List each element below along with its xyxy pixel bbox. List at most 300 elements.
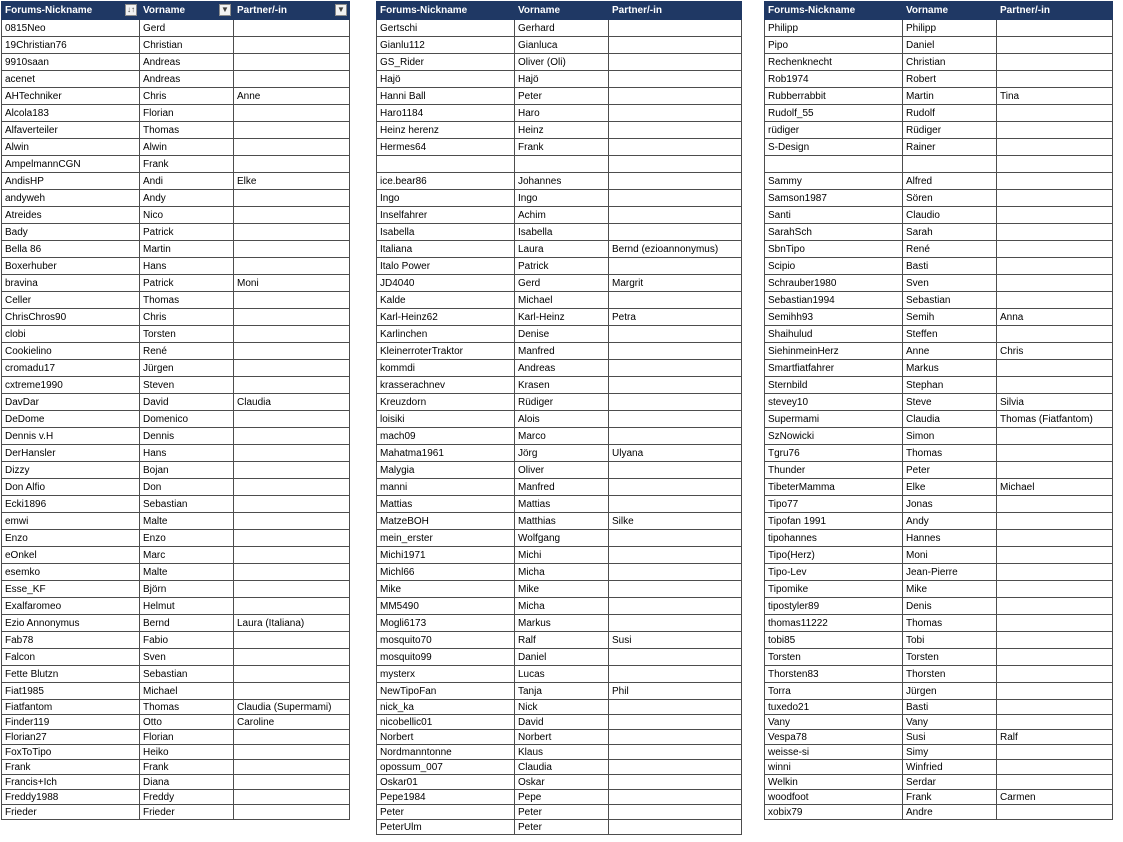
cell-vorname[interactable]: Winfried (903, 760, 997, 775)
cell-partner[interactable] (234, 445, 350, 462)
cell-partner[interactable] (997, 683, 1113, 700)
cell-nickname[interactable]: Thorsten83 (765, 666, 903, 683)
cell-nickname[interactable]: acenet (2, 71, 140, 88)
cell-nickname[interactable]: mosquito70 (377, 632, 515, 649)
cell-nickname[interactable]: Peter (377, 805, 515, 820)
cell-partner[interactable] (234, 411, 350, 428)
cell-partner[interactable] (609, 20, 742, 37)
cell-partner[interactable] (609, 394, 742, 411)
cell-vorname[interactable]: Thomas (140, 122, 234, 139)
cell-nickname[interactable]: MatzeBOH (377, 513, 515, 530)
cell-partner[interactable] (997, 241, 1113, 258)
cell-nickname[interactable]: Bady (2, 224, 140, 241)
cell-partner[interactable] (997, 105, 1113, 122)
cell-vorname[interactable]: Mike (903, 581, 997, 598)
cell-vorname[interactable]: Alois (515, 411, 609, 428)
cell-vorname[interactable]: Martin (903, 88, 997, 105)
cell-nickname[interactable] (765, 156, 903, 173)
cell-partner[interactable] (997, 445, 1113, 462)
cell-nickname[interactable]: KleinerroterTraktor (377, 343, 515, 360)
cell-partner[interactable] (609, 156, 742, 173)
cell-nickname[interactable]: emwi (2, 513, 140, 530)
cell-partner[interactable] (609, 805, 742, 820)
cell-partner[interactable] (609, 581, 742, 598)
cell-partner[interactable] (997, 805, 1113, 820)
cell-vorname[interactable]: Daniel (515, 649, 609, 666)
cell-vorname[interactable]: Tobi (903, 632, 997, 649)
cell-partner[interactable] (997, 760, 1113, 775)
cell-partner[interactable] (234, 775, 350, 790)
cell-nickname[interactable]: Enzo (2, 530, 140, 547)
filter-dropdown-icon[interactable]: ▼ (219, 4, 231, 16)
cell-partner[interactable] (997, 530, 1113, 547)
cell-partner[interactable] (609, 88, 742, 105)
cell-partner[interactable] (234, 649, 350, 666)
cell-partner[interactable] (997, 615, 1113, 632)
cell-partner[interactable] (997, 207, 1113, 224)
cell-partner[interactable] (609, 411, 742, 428)
header-vorname[interactable] (140, 2, 234, 20)
cell-vorname[interactable]: Karl-Heinz (515, 309, 609, 326)
cell-partner[interactable] (234, 530, 350, 547)
cell-partner[interactable] (997, 513, 1113, 530)
cell-vorname[interactable]: Florian (140, 105, 234, 122)
cell-vorname[interactable]: Marc (140, 547, 234, 564)
cell-partner[interactable] (997, 496, 1113, 513)
cell-vorname[interactable]: Otto (140, 715, 234, 730)
cell-partner[interactable] (609, 700, 742, 715)
cell-partner[interactable]: Susi (609, 632, 742, 649)
cell-partner[interactable] (609, 190, 742, 207)
cell-nickname[interactable]: tobi85 (765, 632, 903, 649)
cell-partner[interactable] (609, 496, 742, 513)
cell-partner[interactable]: Claudia (Supermami) (234, 700, 350, 715)
cell-vorname[interactable]: Robert (903, 71, 997, 88)
cell-nickname[interactable]: Falcon (2, 649, 140, 666)
cell-nickname[interactable]: loisiki (377, 411, 515, 428)
cell-vorname[interactable]: Andre (903, 805, 997, 820)
cell-vorname[interactable]: Ingo (515, 190, 609, 207)
cell-vorname[interactable]: Jürgen (140, 360, 234, 377)
cell-vorname[interactable]: Achim (515, 207, 609, 224)
cell-vorname[interactable]: Markus (515, 615, 609, 632)
cell-nickname[interactable]: Cookielino (2, 343, 140, 360)
cell-nickname[interactable]: Vany (765, 715, 903, 730)
cell-partner[interactable]: Caroline (234, 715, 350, 730)
cell-partner[interactable] (609, 173, 742, 190)
cell-nickname[interactable]: AHTechniker (2, 88, 140, 105)
header-vorname[interactable]: Vorname (515, 2, 609, 20)
cell-partner[interactable] (997, 326, 1113, 343)
cell-nickname[interactable]: NewTipoFan (377, 683, 515, 700)
cell-nickname[interactable]: Exalfaromeo (2, 598, 140, 615)
cell-vorname[interactable]: Pepe (515, 790, 609, 805)
cell-vorname[interactable]: Domenico (140, 411, 234, 428)
cell-nickname[interactable]: Florian27 (2, 730, 140, 745)
cell-vorname[interactable]: Oskar (515, 775, 609, 790)
cell-vorname[interactable]: Hans (140, 445, 234, 462)
cell-partner[interactable] (234, 790, 350, 805)
cell-partner[interactable] (997, 258, 1113, 275)
cell-vorname[interactable]: Fabio (140, 632, 234, 649)
cell-nickname[interactable]: Hermes64 (377, 139, 515, 156)
cell-vorname[interactable]: Freddy (140, 790, 234, 805)
cell-partner[interactable] (609, 122, 742, 139)
cell-vorname[interactable]: Chris (140, 309, 234, 326)
cell-nickname[interactable]: Tipofan 1991 (765, 513, 903, 530)
cell-partner[interactable] (234, 632, 350, 649)
cell-nickname[interactable]: Ingo (377, 190, 515, 207)
cell-nickname[interactable]: Scipio (765, 258, 903, 275)
cell-partner[interactable] (609, 530, 742, 547)
cell-partner[interactable] (609, 360, 742, 377)
cell-nickname[interactable]: Supermami (765, 411, 903, 428)
cell-nickname[interactable]: AndisHP (2, 173, 140, 190)
cell-partner[interactable] (609, 775, 742, 790)
cell-partner[interactable] (234, 547, 350, 564)
cell-vorname[interactable]: Micha (515, 598, 609, 615)
header-partner[interactable]: Partner/-in (609, 2, 742, 20)
cell-partner[interactable] (997, 360, 1113, 377)
cell-partner[interactable] (234, 156, 350, 173)
cell-partner[interactable] (609, 715, 742, 730)
cell-vorname[interactable]: Jürgen (903, 683, 997, 700)
cell-vorname[interactable]: Peter (515, 820, 609, 835)
cell-nickname[interactable]: JD4040 (377, 275, 515, 292)
cell-partner[interactable] (609, 54, 742, 71)
cell-vorname[interactable]: Sebastian (140, 666, 234, 683)
cell-vorname[interactable]: Gerhard (515, 20, 609, 37)
cell-vorname[interactable]: Steven (140, 377, 234, 394)
cell-nickname[interactable]: Sternbild (765, 377, 903, 394)
cell-nickname[interactable]: Karl-Heinz62 (377, 309, 515, 326)
cell-vorname[interactable]: Frank (515, 139, 609, 156)
cell-partner[interactable] (609, 71, 742, 88)
cell-nickname[interactable]: Alfaverteiler (2, 122, 140, 139)
cell-partner[interactable] (234, 258, 350, 275)
cell-vorname[interactable]: Moni (903, 547, 997, 564)
cell-nickname[interactable]: Smartfiatfahrer (765, 360, 903, 377)
cell-vorname[interactable]: Philipp (903, 20, 997, 37)
cell-partner[interactable] (997, 173, 1113, 190)
cell-nickname[interactable]: mein_erster (377, 530, 515, 547)
cell-vorname[interactable]: Torsten (903, 649, 997, 666)
cell-vorname[interactable]: Heiko (140, 745, 234, 760)
cell-partner[interactable]: Silvia (997, 394, 1113, 411)
cell-vorname[interactable]: Sebastian (140, 496, 234, 513)
cell-vorname[interactable]: Manfred (515, 343, 609, 360)
cell-nickname[interactable]: winni (765, 760, 903, 775)
cell-vorname[interactable]: René (903, 241, 997, 258)
cell-vorname[interactable]: Christian (140, 37, 234, 54)
cell-nickname[interactable]: Gertschi (377, 20, 515, 37)
cell-vorname[interactable]: Hajö (515, 71, 609, 88)
cell-nickname[interactable]: kommdi (377, 360, 515, 377)
cell-nickname[interactable]: PeterUlm (377, 820, 515, 835)
cell-nickname[interactable]: Don Alfio (2, 479, 140, 496)
cell-partner[interactable] (609, 564, 742, 581)
cell-partner[interactable] (234, 377, 350, 394)
cell-partner[interactable] (609, 598, 742, 615)
cell-partner[interactable] (997, 20, 1113, 37)
cell-vorname[interactable]: Frank (903, 790, 997, 805)
cell-nickname[interactable]: Italo Power (377, 258, 515, 275)
cell-partner[interactable] (234, 37, 350, 54)
cell-partner[interactable] (609, 207, 742, 224)
cell-partner[interactable] (997, 462, 1113, 479)
cell-nickname[interactable]: SbnTipo (765, 241, 903, 258)
cell-vorname[interactable]: Anne (903, 343, 997, 360)
cell-vorname[interactable]: Klaus (515, 745, 609, 760)
cell-vorname[interactable]: Bernd (140, 615, 234, 632)
cell-nickname[interactable]: tipohannes (765, 530, 903, 547)
sort-filter-icon[interactable]: ↓↑ (127, 5, 135, 14)
cell-nickname[interactable]: Tipo(Herz) (765, 547, 903, 564)
cell-vorname[interactable]: Mattias (515, 496, 609, 513)
cell-vorname[interactable]: Nick (515, 700, 609, 715)
cell-vorname[interactable]: Bojan (140, 462, 234, 479)
cell-partner[interactable] (609, 139, 742, 156)
cell-vorname[interactable]: Andreas (140, 71, 234, 88)
cell-vorname[interactable]: Basti (903, 258, 997, 275)
cell-nickname[interactable]: clobi (2, 326, 140, 343)
cell-nickname[interactable]: Dennis v.H (2, 428, 140, 445)
cell-partner[interactable]: Ulyana (609, 445, 742, 462)
cell-nickname[interactable]: tipostyler89 (765, 598, 903, 615)
cell-vorname[interactable]: Susi (903, 730, 997, 745)
cell-vorname[interactable]: Gerd (140, 20, 234, 37)
cell-nickname[interactable]: Rob1974 (765, 71, 903, 88)
cell-vorname[interactable]: Florian (140, 730, 234, 745)
cell-partner[interactable] (234, 564, 350, 581)
cell-nickname[interactable]: Sebastian1994 (765, 292, 903, 309)
cell-nickname[interactable]: esemko (2, 564, 140, 581)
cell-partner[interactable] (997, 632, 1113, 649)
cell-partner[interactable] (609, 615, 742, 632)
cell-partner[interactable]: Elke (234, 173, 350, 190)
cell-nickname[interactable]: Norbert (377, 730, 515, 745)
cell-nickname[interactable]: Kalde (377, 292, 515, 309)
cell-nickname[interactable]: Hajö (377, 71, 515, 88)
cell-nickname[interactable]: Tipo77 (765, 496, 903, 513)
cell-partner[interactable]: Laura (Italiana) (234, 615, 350, 632)
cell-nickname[interactable]: krasserachnev (377, 377, 515, 394)
cell-vorname[interactable]: Simon (903, 428, 997, 445)
cell-vorname[interactable]: Dennis (140, 428, 234, 445)
cell-partner[interactable]: Margrit (609, 275, 742, 292)
cell-partner[interactable] (609, 292, 742, 309)
cell-nickname[interactable]: Ecki1896 (2, 496, 140, 513)
cell-vorname[interactable]: Haro (515, 105, 609, 122)
cell-partner[interactable]: Silke (609, 513, 742, 530)
cell-nickname[interactable]: stevey10 (765, 394, 903, 411)
cell-vorname[interactable]: Chris (140, 88, 234, 105)
cell-partner[interactable] (234, 598, 350, 615)
cell-nickname[interactable]: Rechenknecht (765, 54, 903, 71)
cell-partner[interactable] (997, 37, 1113, 54)
cell-nickname[interactable]: TibeterMamma (765, 479, 903, 496)
cell-partner[interactable] (234, 428, 350, 445)
cell-vorname[interactable]: Helmut (140, 598, 234, 615)
cell-vorname[interactable]: Martin (140, 241, 234, 258)
cell-nickname[interactable]: AmpelmannCGN (2, 156, 140, 173)
cell-partner[interactable] (609, 666, 742, 683)
cell-partner[interactable] (234, 745, 350, 760)
cell-vorname[interactable]: Sebastian (903, 292, 997, 309)
cell-vorname[interactable]: Oliver (Oli) (515, 54, 609, 71)
cell-partner[interactable] (609, 258, 742, 275)
cell-nickname[interactable]: Shaihulud (765, 326, 903, 343)
cell-vorname[interactable]: Markus (903, 360, 997, 377)
cell-vorname[interactable]: Elke (903, 479, 997, 496)
cell-vorname[interactable]: Serdar (903, 775, 997, 790)
cell-partner[interactable] (997, 700, 1113, 715)
cell-partner[interactable]: Ralf (997, 730, 1113, 745)
cell-vorname[interactable]: Thorsten (903, 666, 997, 683)
cell-partner[interactable] (997, 122, 1113, 139)
cell-partner[interactable] (234, 139, 350, 156)
cell-partner[interactable] (234, 241, 350, 258)
cell-vorname[interactable]: Alfred (903, 173, 997, 190)
cell-nickname[interactable]: Dizzy (2, 462, 140, 479)
header-partner[interactable]: Partner/-in (997, 2, 1113, 20)
cell-vorname[interactable]: Micha (515, 564, 609, 581)
cell-vorname[interactable]: Manfred (515, 479, 609, 496)
cell-vorname[interactable]: Thomas (903, 445, 997, 462)
cell-partner[interactable] (234, 309, 350, 326)
cell-vorname[interactable]: Don (140, 479, 234, 496)
cell-vorname[interactable]: Norbert (515, 730, 609, 745)
cell-vorname[interactable]: Michi (515, 547, 609, 564)
cell-vorname[interactable]: Andi (140, 173, 234, 190)
cell-nickname[interactable]: xobix79 (765, 805, 903, 820)
cell-nickname[interactable]: Malygia (377, 462, 515, 479)
cell-partner[interactable]: Anna (997, 309, 1113, 326)
cell-vorname[interactable]: Frank (140, 156, 234, 173)
header-vorname[interactable]: Vorname (903, 2, 997, 20)
cell-partner[interactable] (609, 730, 742, 745)
cell-vorname[interactable]: Malte (140, 513, 234, 530)
cell-vorname[interactable]: Laura (515, 241, 609, 258)
cell-partner[interactable] (609, 760, 742, 775)
cell-vorname[interactable]: Jörg (515, 445, 609, 462)
cell-vorname[interactable]: Oliver (515, 462, 609, 479)
cell-partner[interactable] (609, 343, 742, 360)
header-nickname[interactable]: Forums-Nickname (765, 2, 903, 20)
cell-nickname[interactable]: Karlinchen (377, 326, 515, 343)
cell-nickname[interactable]: Oskar01 (377, 775, 515, 790)
cell-vorname[interactable]: Johannes (515, 173, 609, 190)
cell-vorname[interactable]: Claudia (515, 760, 609, 775)
cell-nickname[interactable]: Fiatfantom (2, 700, 140, 715)
cell-partner[interactable]: Chris (997, 343, 1113, 360)
cell-nickname[interactable]: 0815Neo (2, 20, 140, 37)
cell-vorname[interactable]: Thomas (140, 700, 234, 715)
cell-partner[interactable]: Phil (609, 683, 742, 700)
cell-vorname[interactable]: Björn (140, 581, 234, 598)
cell-partner[interactable] (609, 479, 742, 496)
cell-nickname[interactable]: weisse-si (765, 745, 903, 760)
cell-partner[interactable]: Moni (234, 275, 350, 292)
cell-nickname[interactable]: tuxedo21 (765, 700, 903, 715)
cell-vorname[interactable]: Denis (903, 598, 997, 615)
cell-nickname[interactable]: cxtreme1990 (2, 377, 140, 394)
cell-vorname[interactable]: Basti (903, 700, 997, 715)
cell-nickname[interactable]: Thunder (765, 462, 903, 479)
cell-nickname[interactable]: Santi (765, 207, 903, 224)
cell-partner[interactable] (997, 428, 1113, 445)
cell-nickname[interactable]: Isabella (377, 224, 515, 241)
cell-nickname[interactable]: Rubberrabbit (765, 88, 903, 105)
cell-partner[interactable] (997, 377, 1113, 394)
cell-partner[interactable] (234, 730, 350, 745)
cell-vorname[interactable]: Andy (903, 513, 997, 530)
cell-nickname[interactable]: Hanni Ball (377, 88, 515, 105)
cell-partner[interactable] (234, 581, 350, 598)
cell-nickname[interactable]: Esse_KF (2, 581, 140, 598)
cell-vorname[interactable]: René (140, 343, 234, 360)
cell-vorname[interactable]: Sören (903, 190, 997, 207)
cell-nickname[interactable]: mysterx (377, 666, 515, 683)
cell-vorname[interactable]: Sarah (903, 224, 997, 241)
cell-partner[interactable] (609, 377, 742, 394)
cell-vorname[interactable]: Rudolf (903, 105, 997, 122)
cell-vorname[interactable]: Krasen (515, 377, 609, 394)
cell-nickname[interactable]: DerHansler (2, 445, 140, 462)
cell-vorname[interactable]: Thomas (903, 615, 997, 632)
cell-vorname[interactable]: Sven (903, 275, 997, 292)
cell-nickname[interactable]: ChrisChros90 (2, 309, 140, 326)
cell-partner[interactable]: Claudia (234, 394, 350, 411)
cell-partner[interactable] (234, 190, 350, 207)
cell-nickname[interactable]: 19Christian76 (2, 37, 140, 54)
cell-vorname[interactable] (903, 156, 997, 173)
cell-vorname[interactable]: Christian (903, 54, 997, 71)
cell-nickname[interactable]: opossum_007 (377, 760, 515, 775)
cell-vorname[interactable]: Andy (140, 190, 234, 207)
cell-nickname[interactable]: DavDar (2, 394, 140, 411)
cell-partner[interactable] (234, 292, 350, 309)
cell-partner[interactable] (609, 105, 742, 122)
cell-vorname[interactable] (515, 156, 609, 173)
cell-vorname[interactable]: Daniel (903, 37, 997, 54)
cell-vorname[interactable]: Isabella (515, 224, 609, 241)
cell-vorname[interactable]: Rainer (903, 139, 997, 156)
cell-partner[interactable] (234, 326, 350, 343)
cell-partner[interactable] (234, 479, 350, 496)
cell-partner[interactable] (234, 360, 350, 377)
cell-vorname[interactable]: Peter (903, 462, 997, 479)
cell-nickname[interactable]: Torra (765, 683, 903, 700)
cell-partner[interactable] (609, 37, 742, 54)
cell-vorname[interactable]: Marco (515, 428, 609, 445)
cell-nickname[interactable]: mosquito99 (377, 649, 515, 666)
cell-vorname[interactable]: Michael (515, 292, 609, 309)
cell-vorname[interactable]: Tanja (515, 683, 609, 700)
cell-vorname[interactable]: Patrick (140, 224, 234, 241)
cell-nickname[interactable]: Celler (2, 292, 140, 309)
cell-nickname[interactable]: Schrauber1980 (765, 275, 903, 292)
cell-partner[interactable] (997, 745, 1113, 760)
cell-nickname[interactable]: nicobellic01 (377, 715, 515, 730)
cell-partner[interactable] (234, 462, 350, 479)
cell-vorname[interactable]: Steve (903, 394, 997, 411)
cell-partner[interactable] (997, 581, 1113, 598)
cell-nickname[interactable] (377, 156, 515, 173)
cell-partner[interactable] (234, 105, 350, 122)
cell-partner[interactable] (997, 139, 1113, 156)
cell-nickname[interactable]: Philipp (765, 20, 903, 37)
